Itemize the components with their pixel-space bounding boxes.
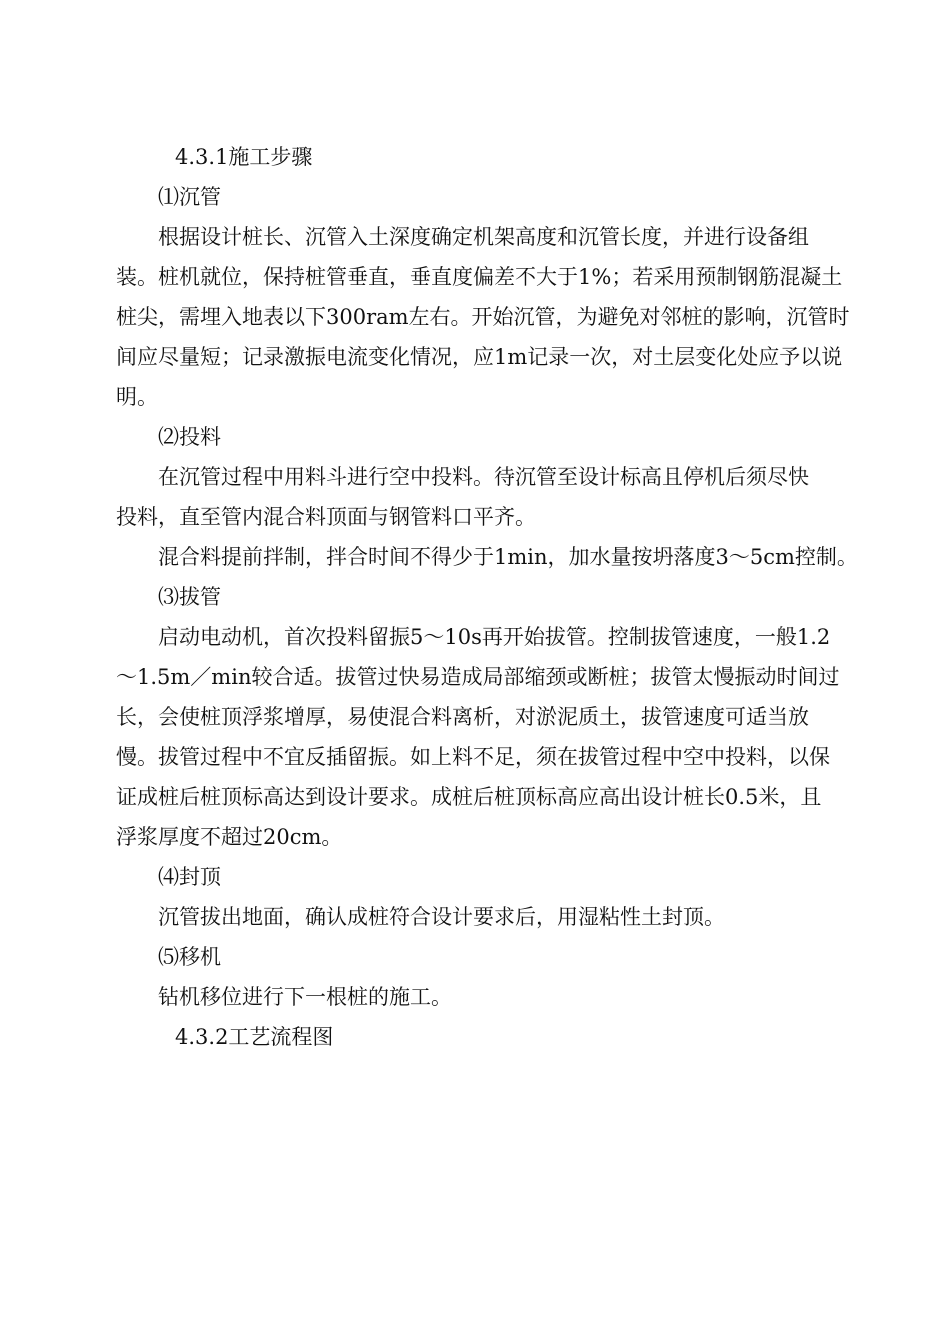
step-title-pulling-pipe: ⑶拔管 <box>158 585 221 609</box>
paragraph-line: 慢。拔管过程中不宜反插留振。如上料不足，须在拔管过程中空中投料，以保 <box>116 745 830 769</box>
paragraph-line: 启动电动机，首次投料留振5～10s再开始拔管。控制拔管速度，一般1.2 <box>158 625 831 649</box>
paragraph-line: 装。桩机就位，保持桩管垂直，垂直度偏差不大于1%；若采用预制钢筋混凝土 <box>116 265 843 289</box>
paragraph-line: 间应尽量短；记录激振电流变化情况，应1m记录一次，对土层变化处应予以说 <box>116 345 843 369</box>
paragraph-line: 投料，直至管内混合料顶面与钢管料口平齐。 <box>116 505 536 529</box>
section-heading-4-3-2: 4.3.2工艺流程图 <box>175 1025 334 1049</box>
paragraph-line: 钻机移位进行下一根桩的施工。 <box>158 985 452 1009</box>
step-title-moving-machine: ⑸移机 <box>158 945 221 969</box>
paragraph-line: 浮浆厚度不超过20cm。 <box>116 825 343 849</box>
paragraph-line: 在沉管过程中用料斗进行空中投料。待沉管至设计标高且停机后须尽快 <box>158 465 809 489</box>
paragraph-line: 明。 <box>116 385 158 409</box>
paragraph-line: 长，会使桩顶浮浆增厚，易使混合料离析，对淤泥质土，拔管速度可适当放 <box>116 705 809 729</box>
paragraph-line: ～1.5m／min较合适。拔管过快易造成局部缩颈或断桩；拔管太慢振动时间过 <box>116 665 840 689</box>
section-heading-4-3-1: 4.3.1施工步骤 <box>175 145 313 169</box>
step-title-sinking-pipe: ⑴沉管 <box>158 185 221 209</box>
step-title-capping: ⑷封顶 <box>158 865 221 889</box>
paragraph-line: 证成桩后桩顶标高达到设计要求。成桩后桩顶标高应高出设计桩长0.5米，且 <box>116 785 822 809</box>
paragraph-line: 根据设计桩长、沉管入土深度确定机架高度和沉管长度，并进行设备组 <box>158 225 809 249</box>
paragraph-line: 桩尖，需埋入地表以下300ram左右。开始沉管，为避免对邻桩的影响，沉管时 <box>116 305 850 329</box>
paragraph-line: 混合料提前拌制，拌合时间不得少于1min，加水量按坍落度3～5cm控制。 <box>158 545 858 569</box>
paragraph-line: 沉管拔出地面，确认成桩符合设计要求后，用湿粘性土封顶。 <box>158 905 725 929</box>
step-title-feeding: ⑵投料 <box>158 425 221 449</box>
